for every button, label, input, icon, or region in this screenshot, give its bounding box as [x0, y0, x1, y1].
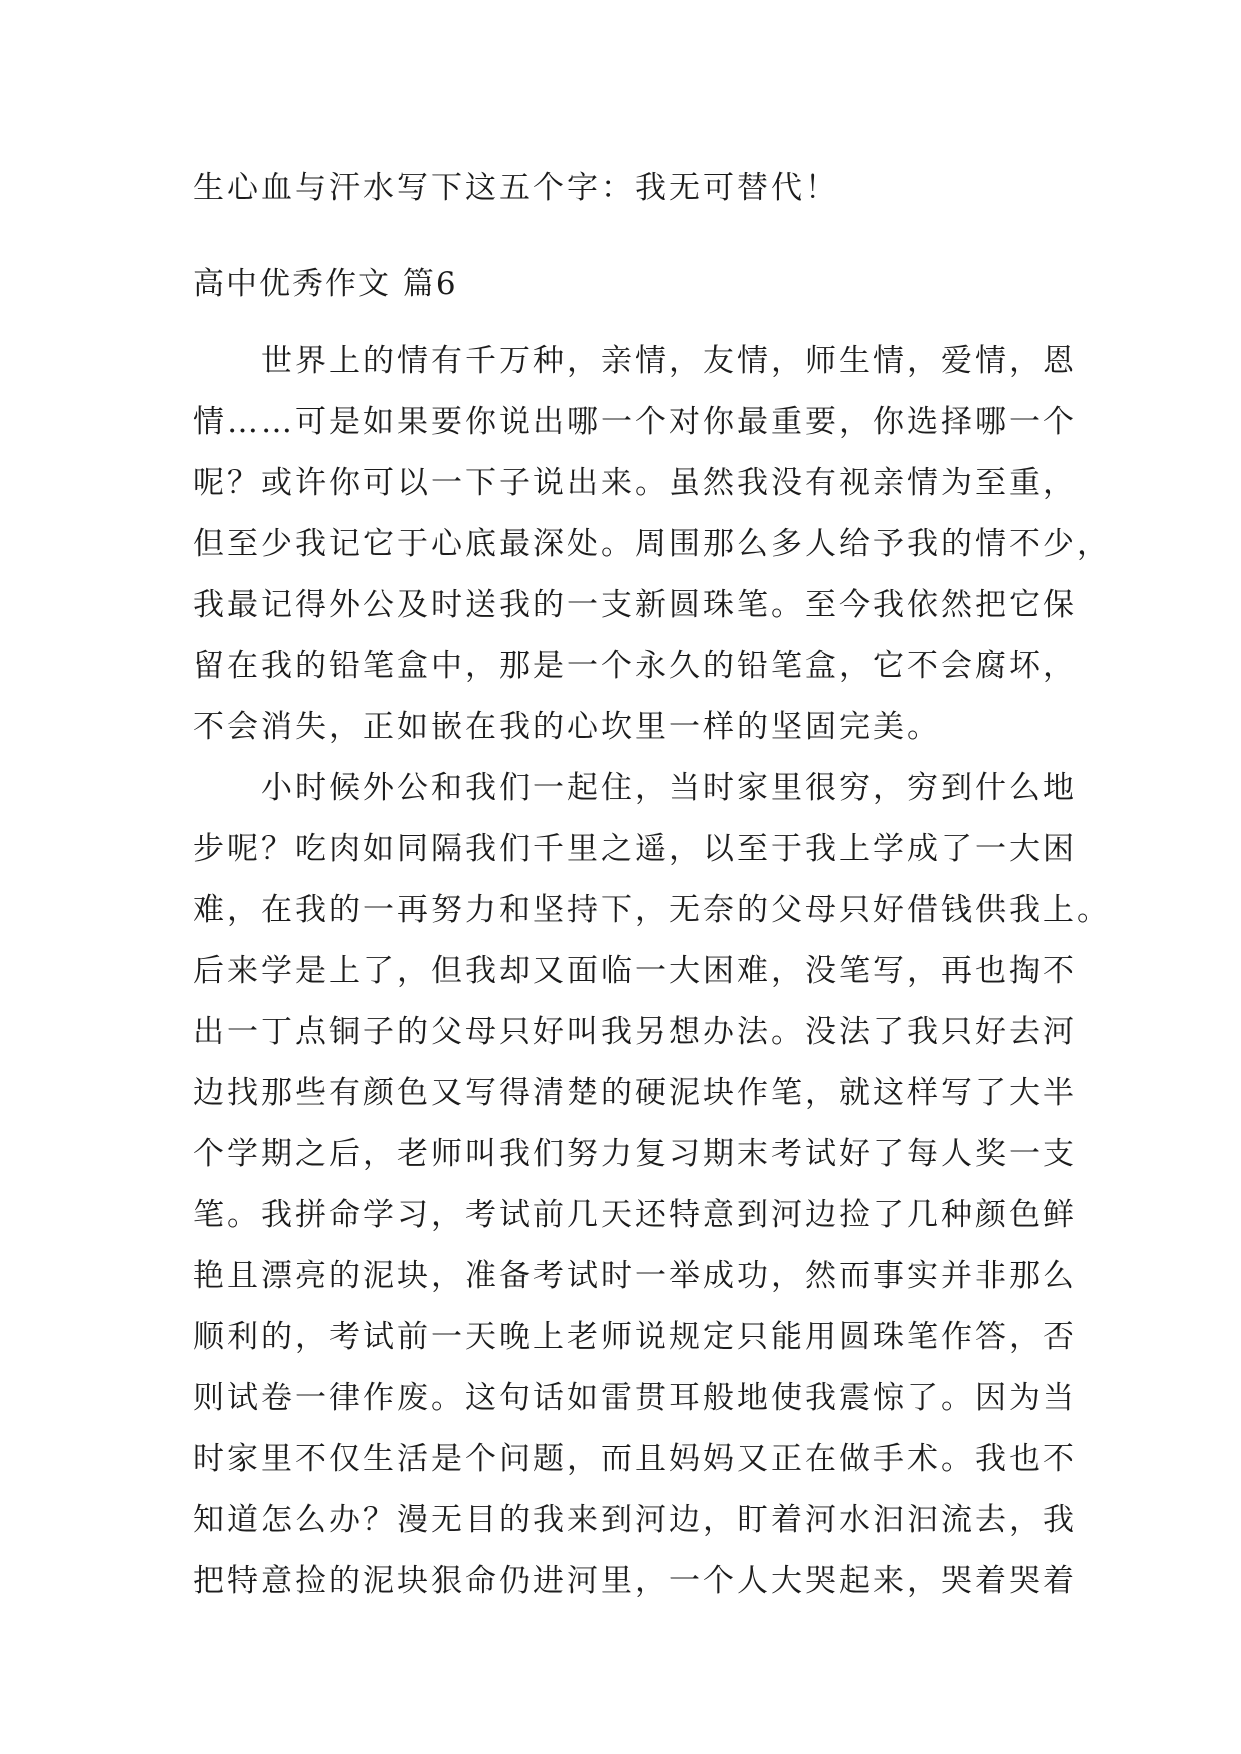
paragraph-2: [193, 758, 1111, 1612]
continuation-line: [193, 158, 1058, 219]
paragraph-line: 个学期之后，老师叫我们努力复习期末考试好了每人奖一支: [193, 1136, 1077, 1172]
paragraph-line: 情……可是如果要你说出哪一个对你最重要，你选择哪一个: [193, 404, 1077, 440]
paragraph-line: 步呢？吃肉如同隔我们千里之遥，以至于我上学成了一大困: [193, 831, 1077, 867]
paragraph-line: 出一丁点铜子的父母只好叫我另想办法。没法了我只好去河: [193, 1014, 1077, 1050]
paragraph-line: 则试卷一律作废。这句话如雷贯耳般地使我震惊了。因为当: [193, 1380, 1077, 1416]
paragraph-line: 把特意捡的泥块狠命仍进河里，一个人大哭起来，哭着哭着: [193, 1563, 1077, 1599]
essay-body: [193, 331, 1111, 1612]
continuation-text: 生心血与汗水写下这五个字：我无可替代！: [193, 170, 839, 206]
paragraph-line: 难，在我的一再努力和坚持下，无奈的父母只好借钱供我上。: [193, 892, 1111, 928]
paragraph-line: 后来学是上了，但我却又面临一大困难，没笔写，再也掏不: [193, 953, 1077, 989]
paragraph-line: 呢？或许你可以一下子说出来。虽然我没有视亲情为至重，: [193, 465, 1077, 501]
paragraph-line: 我最记得外公及时送我的一支新圆珠笔。至今我依然把它保: [193, 587, 1077, 623]
paragraph-line: 笔。我拼命学习，考试前几天还特意到河边捡了几种颜色鲜: [193, 1197, 1077, 1233]
paragraph-line: 边找那些有颜色又写得清楚的硬泥块作笔，就这样写了大半: [193, 1075, 1077, 1111]
paragraph-line: 艳且漂亮的泥块，准备考试时一举成功，然而事实并非那么: [193, 1258, 1077, 1294]
paragraph-line: 时家里不仅生活是个问题，而且妈妈又正在做手术。我也不: [193, 1441, 1077, 1477]
paragraph-line: 但至少我记它于心底最深处。周围那么多人给予我的情不少，: [193, 526, 1111, 562]
paragraph-1: [193, 331, 1111, 758]
paragraph-line: 顺利的，考试前一天晚上老师说规定只能用圆珠笔作答，否: [193, 1319, 1077, 1355]
section-heading: [193, 254, 1058, 315]
paragraph-line: 知道怎么办？漫无目的我来到河边，盯着河水汩汩流去，我: [193, 1502, 1077, 1538]
paragraph-line: 不会消失，正如嵌在我的心坎里一样的坚固完美。: [193, 709, 941, 745]
paragraph-line: 留在我的铅笔盒中，那是一个永久的铅笔盒，它不会腐坏，: [193, 648, 1077, 684]
section-heading-text: 高中优秀作文 篇6: [193, 266, 458, 302]
paragraph-line: 小时候外公和我们一起住，当时家里很穷，穷到什么地: [261, 770, 1077, 806]
paragraph-line: 世界上的情有千万种，亲情，友情，师生情，爱情，恩: [261, 343, 1077, 379]
